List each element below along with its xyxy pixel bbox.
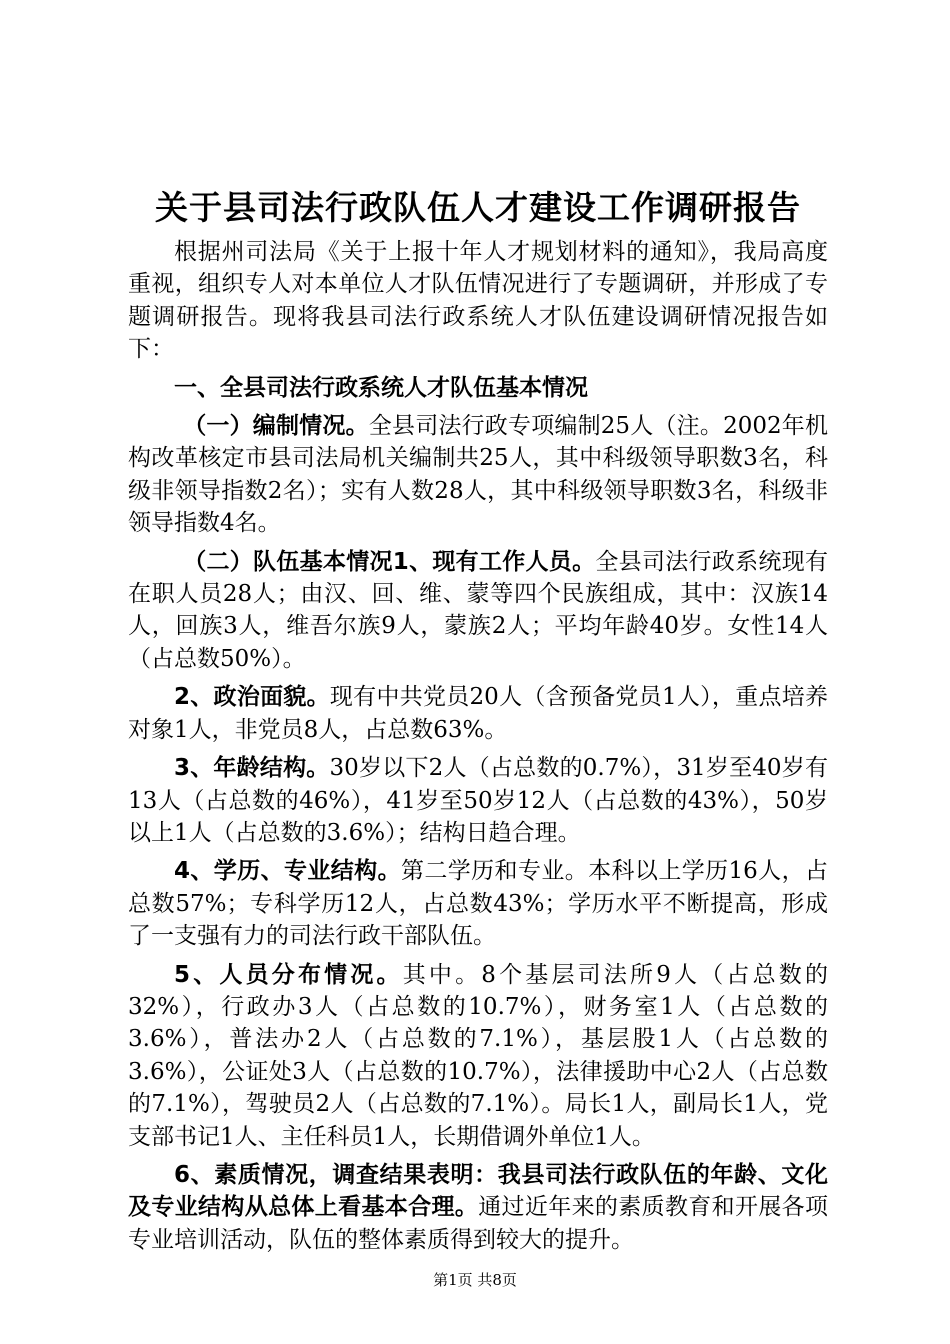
paragraph-distribution (128, 959, 828, 1153)
paragraph-text: 通过近年来的素质教育和开展各项专业培训活动，队伍的整体素质得到较大的提升。 (128, 1194, 829, 1253)
paragraph-text: 其中。8个基层司法所9人（占总数的32%），行政办3人（占总数的10.7%），财务室1人（占总数的3.6%），普法办2人（占总数的7.1%），基层股1人（占总数的3.6%），公证处3人（占总数的10.7%），法律援助中心2人（占总数的7.1%），驾驶员2人（占总数的7.1%）。局长1人，副局长1人，党支部书记1人、主任科员1人，长期借调外单位1人。 (128, 961, 828, 1150)
document-title: 关于县司法行政队伍人才建设工作调研报告 (155, 188, 801, 227)
paragraph-label: 6、素质情况，调查结果表明：我县司法行政队伍的年龄、文化及专业结构从总体上看基本合理。 (128, 1161, 828, 1221)
section-heading: 一、全县司法行政系统人才队伍基本情况 (174, 374, 588, 401)
paragraph-text: 全县司法行政专项编制25人（注。2002年机构改革核定市县司法局机关编制共25人，其中科级领导职数3名，科级非领导指数2名）；实有人数28人，其中科级领导职数3名，科级非领导指数4名。 (128, 413, 828, 537)
paragraph-label: （一）编制情况。 (183, 413, 369, 440)
paragraph-quality (128, 1159, 828, 1256)
intro-paragraph: 根据州司法局《关于上报十年人才规划材料的通知》，我局高度重视，组织专人对本单位人才队伍情况进行了专题调研，并形成了专题调研报告。现将我县司法行政系统人才队伍建设调研情况报告如下： (128, 239, 828, 363)
paragraph-staffing (128, 410, 828, 540)
paragraph-label: （二）队伍基本情况1、现有工作人员。 (183, 548, 596, 575)
paragraph-text: 第二学历和专业。本科以上学历16人，占总数57%；专科学历12人，占总数43%；学历水平不断提高，形成了一支强有力的司法行政干部队伍。 (128, 858, 828, 950)
paragraph-political (128, 681, 828, 746)
paragraph-text: 现有中共党员20人（含预备党员1人），重点培养对象1人，非党员8人，占总数63%。 (128, 684, 828, 743)
paragraph-age (128, 752, 828, 849)
document-page (128, 182, 828, 1256)
paragraph-education (128, 855, 828, 952)
page-footer: 第1页 共8页 (433, 1271, 517, 1289)
paragraph-label: 4、学历、专业结构。 (174, 858, 401, 885)
paragraph-label: 2、政治面貌。 (174, 684, 330, 711)
paragraph-text: 全县司法行政系统现有在职人员28人；由汉、回、维、蒙等四个民族组成，其中：汉族14人，回族3人，维吾尔族9人，蒙族2人；平均年龄40岁。女性14人（占总数50%）。 (128, 548, 828, 672)
paragraph-label: 5、人员分布情况。 (174, 961, 403, 988)
paragraph-team-basics (128, 546, 828, 676)
paragraph-text: 30岁以下2人（占总数的0.7%），31岁至40岁有13人（占总数的46%），41岁至50岁12人（占总数的43%），50岁以上1人（占总数的3.6%）；结构日趋合理。 (128, 755, 828, 846)
paragraph-label: 3、年龄结构。 (174, 755, 330, 782)
